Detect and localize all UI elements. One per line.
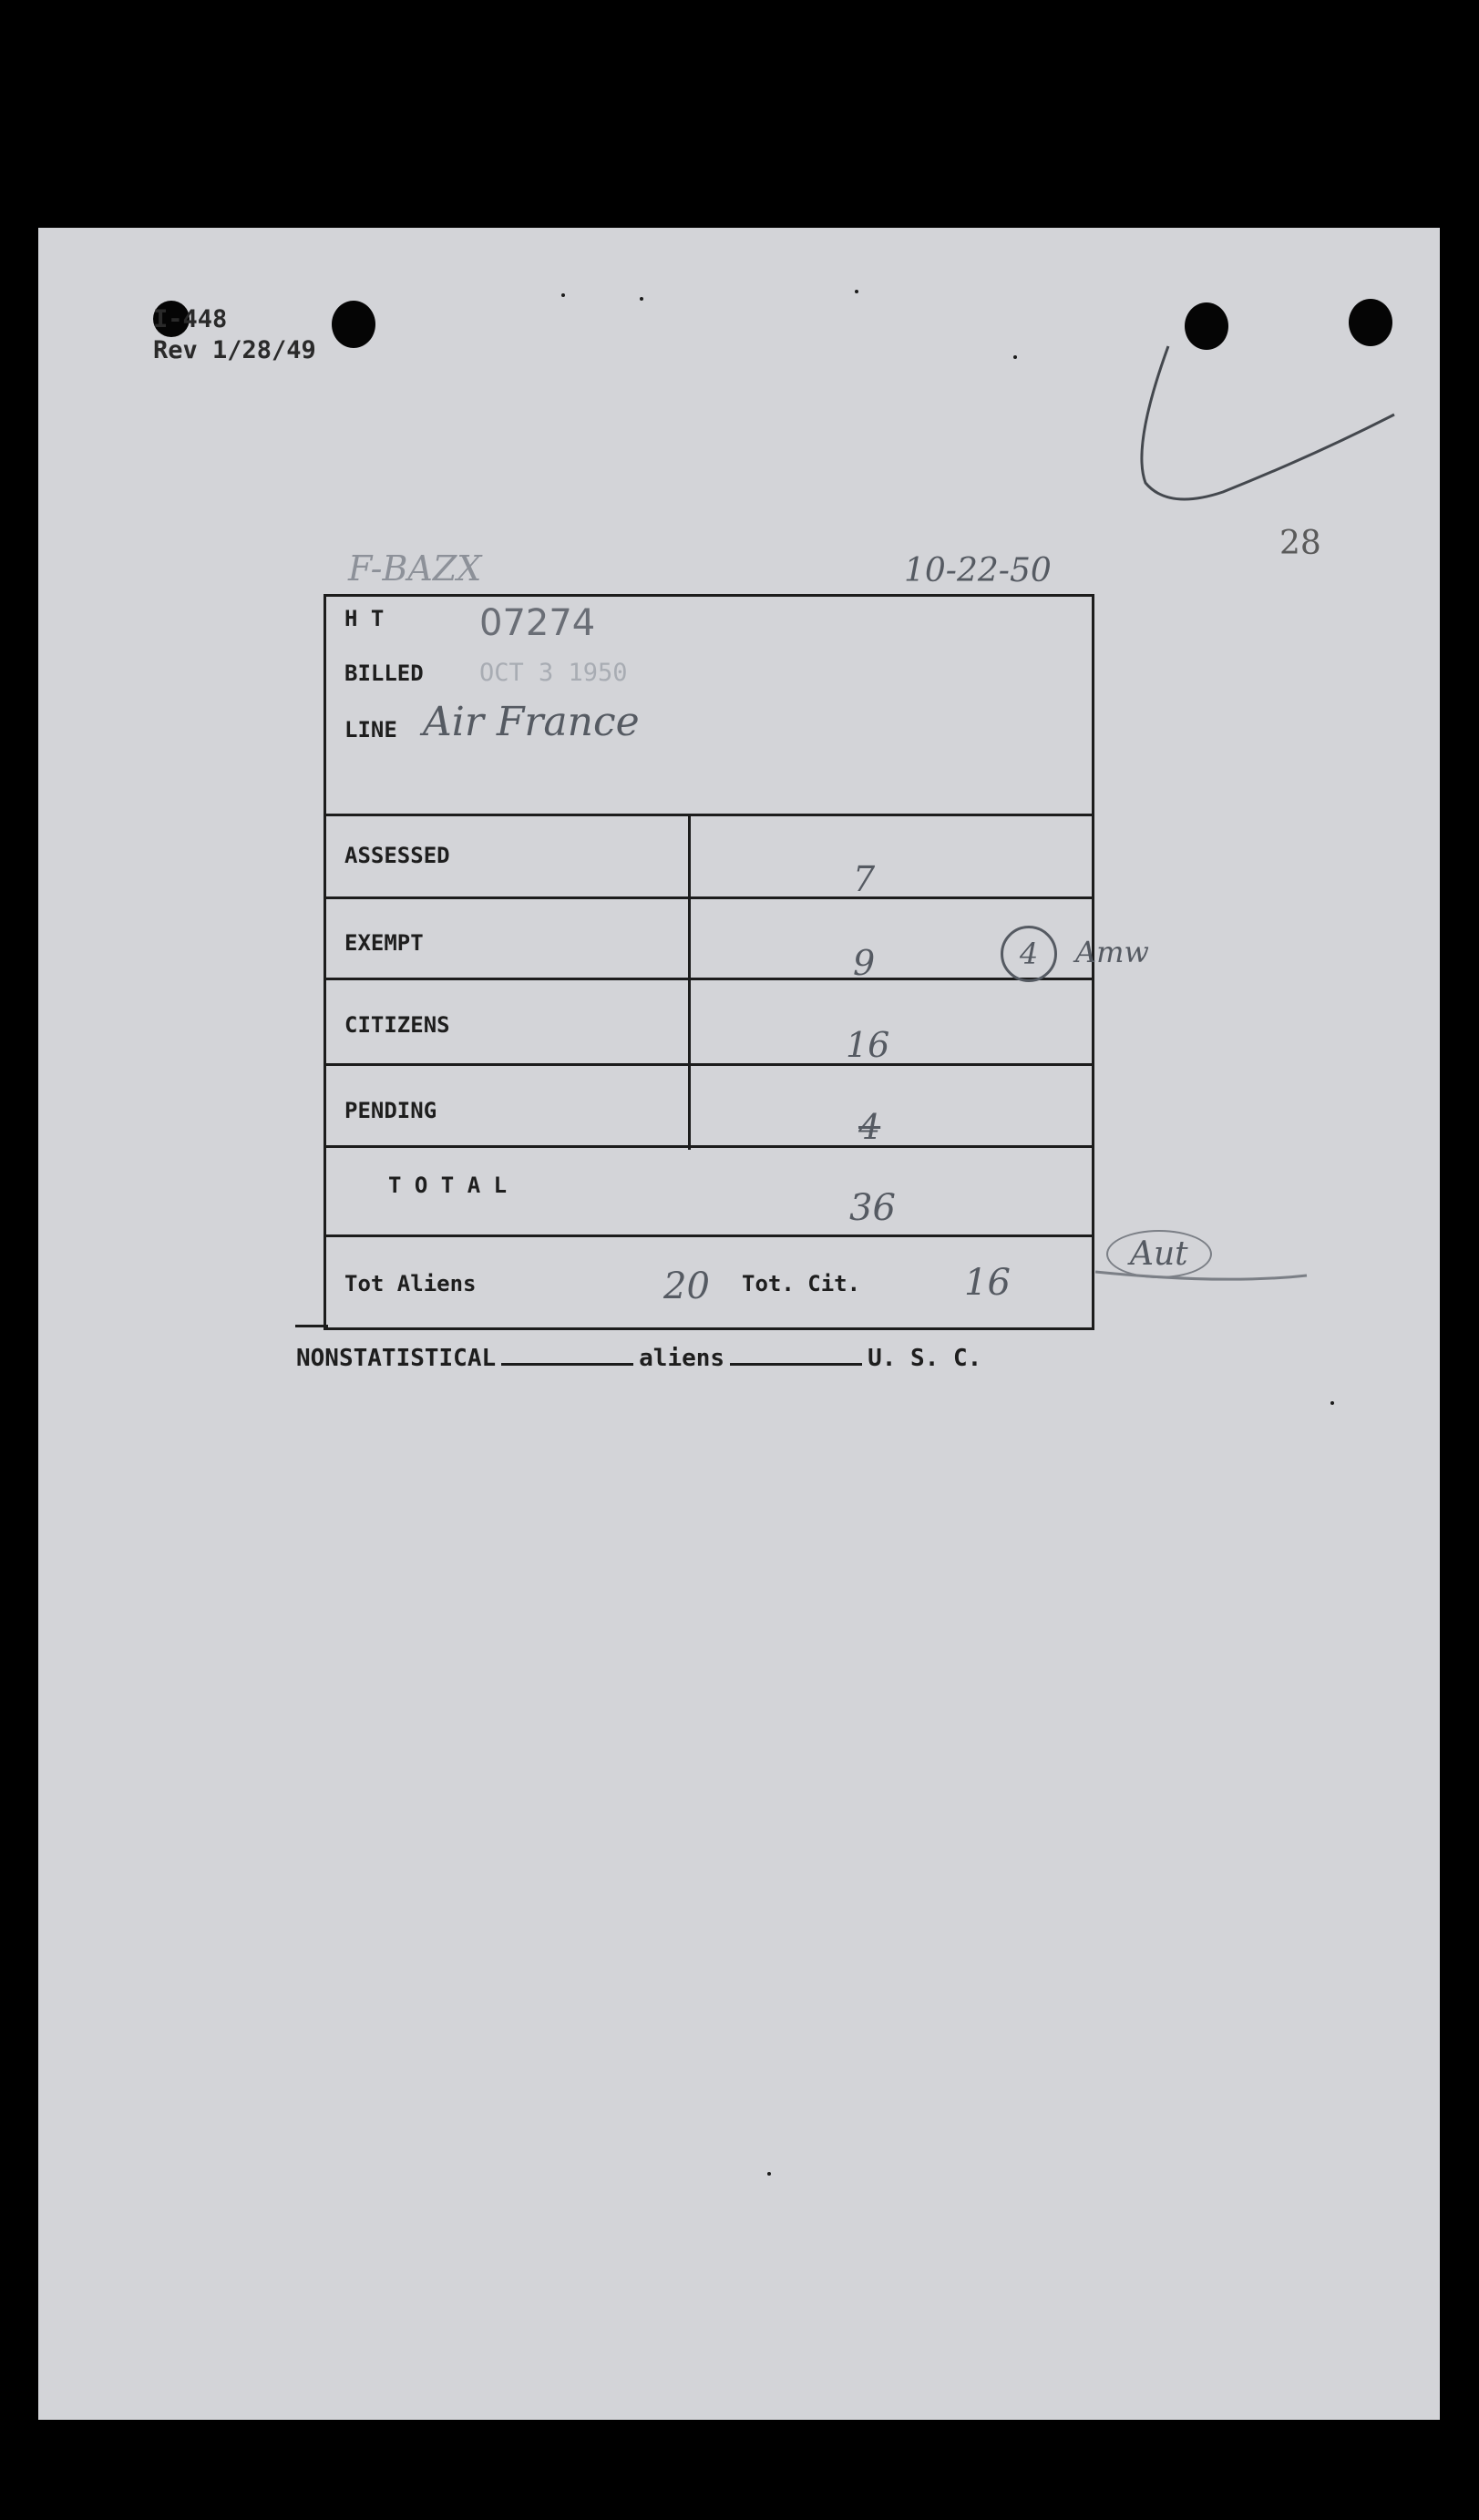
speck <box>1013 355 1017 359</box>
speck <box>855 290 858 293</box>
assessed-value: 7 <box>853 859 876 899</box>
ht-value: 07274 <box>479 602 596 644</box>
tot-aliens-value: 20 <box>663 1265 710 1307</box>
row-divider <box>326 896 1092 899</box>
form-base-line <box>295 1325 328 1327</box>
tot-cit-value: 16 <box>964 1262 1011 1304</box>
citizens-label: CITIZENS <box>344 1012 450 1038</box>
total-divider <box>326 1234 1092 1237</box>
tot-aliens-label: Tot Aliens <box>344 1271 477 1296</box>
pending-label: PENDING <box>344 1098 437 1123</box>
flight-number: F-BAZX <box>348 548 482 589</box>
speck <box>640 297 643 301</box>
exempt-initials: Amw <box>1075 935 1149 969</box>
header-divider <box>326 814 1092 816</box>
page-number: 28 <box>1279 525 1321 562</box>
exempt-value: 9 <box>853 943 876 983</box>
billed-label: BILLED <box>344 661 424 686</box>
form-id-line2: Rev 1/28/49 <box>153 336 316 364</box>
total-value: 36 <box>849 1187 896 1229</box>
footer-initials: Aut <box>1106 1230 1212 1278</box>
manifest-form <box>324 594 1094 1330</box>
speck <box>561 293 565 297</box>
row-divider <box>326 1145 1092 1148</box>
total-label: T O T A L <box>388 1173 508 1198</box>
assessed-label: ASSESSED <box>344 843 450 868</box>
ht-label: H T <box>344 606 385 631</box>
aliens-blank <box>730 1363 862 1366</box>
row-divider <box>326 1063 1092 1066</box>
pending-value: 4 <box>858 1107 881 1147</box>
column-divider <box>688 816 691 1150</box>
billed-stamp: OCT 3 1950 <box>479 659 628 687</box>
speck <box>1330 1401 1334 1405</box>
row-divider <box>326 978 1092 980</box>
nonstat-label: NONSTATISTICAL <box>296 1345 497 1372</box>
usc-label: U. S. C. <box>868 1345 982 1372</box>
citizens-value: 16 <box>846 1025 890 1065</box>
exempt-circled-value: 4 <box>1019 937 1039 971</box>
nonstatistical-line <box>296 1345 981 1372</box>
line-value: Air France <box>423 699 640 745</box>
speck <box>767 2172 771 2176</box>
flight-date: 10-22-50 <box>904 552 1052 589</box>
document-sheet <box>38 228 1440 2420</box>
line-label: LINE <box>344 717 397 743</box>
form-id-line1: I-448 <box>153 305 228 333</box>
exempt-label: EXEMPT <box>344 930 424 956</box>
aliens-label: aliens <box>639 1345 725 1372</box>
tot-cit-label: Tot. Cit. <box>742 1271 861 1296</box>
exempt-circled-note <box>1001 926 1057 982</box>
nonstat-blank <box>501 1363 633 1366</box>
